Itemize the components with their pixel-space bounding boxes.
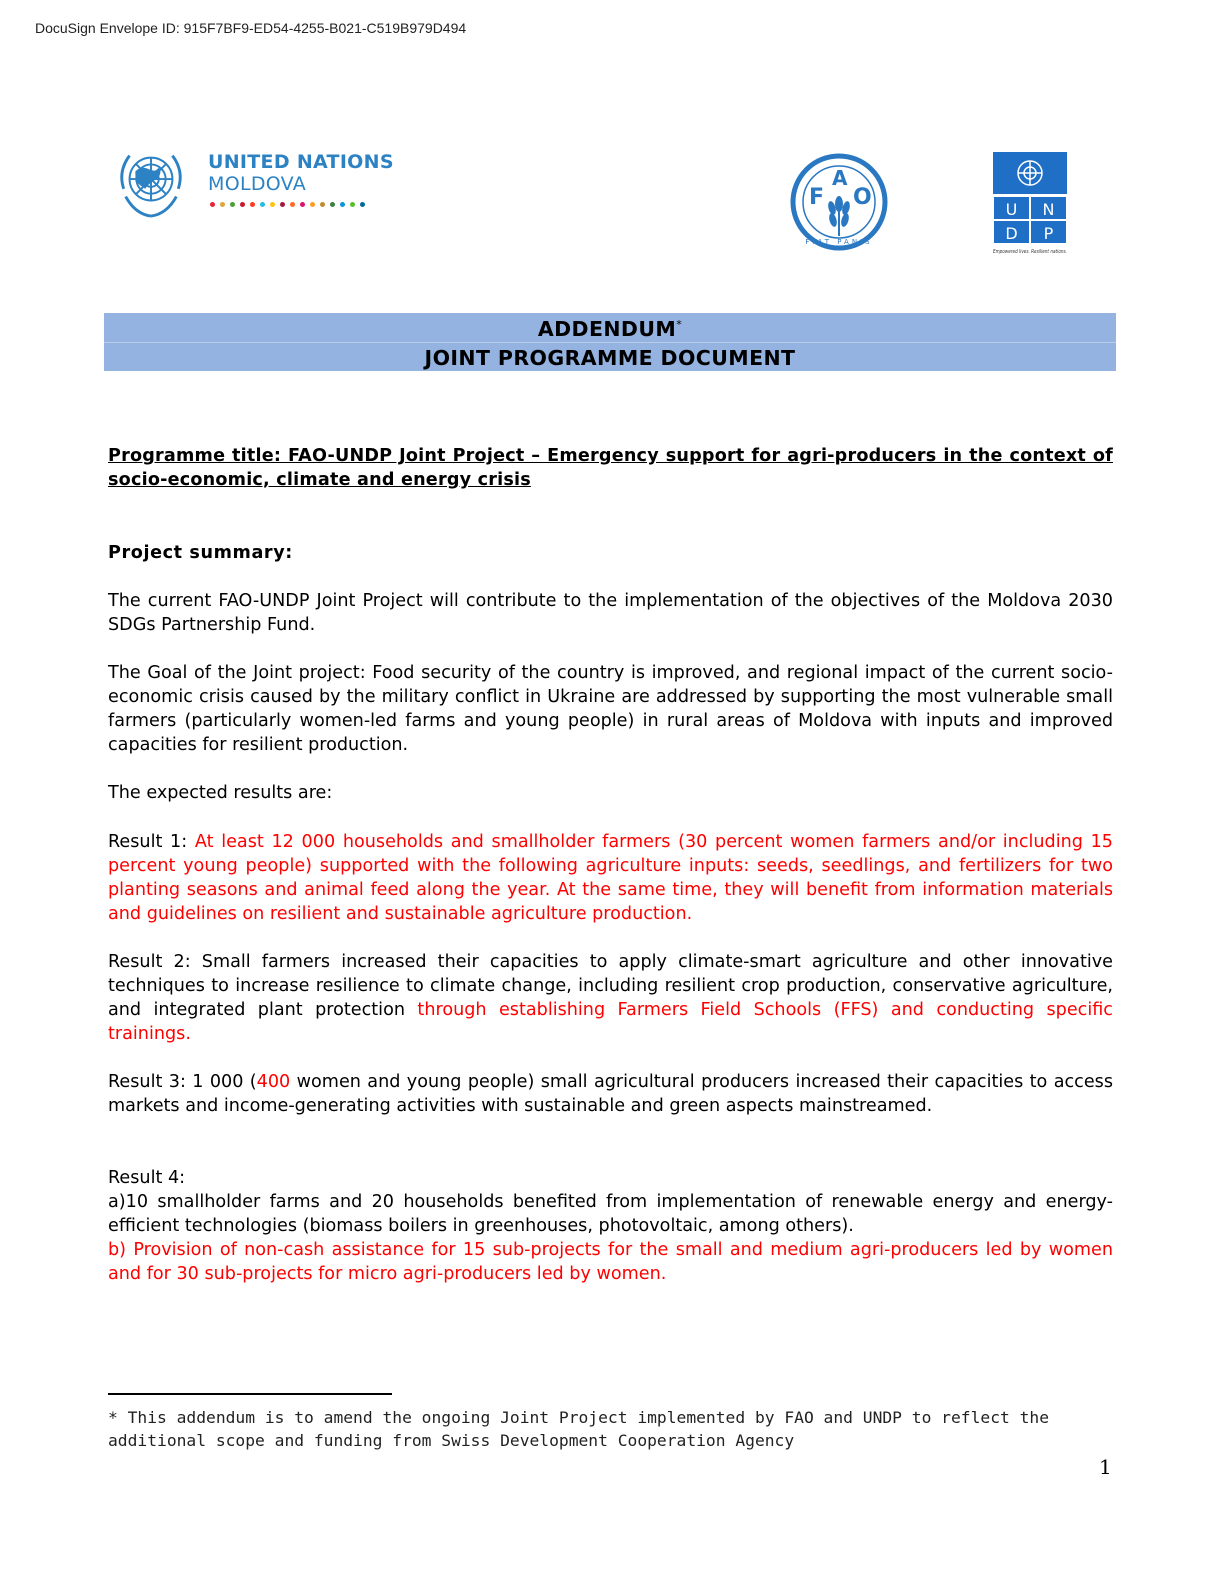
title-banner — [104, 313, 1116, 371]
undp-letter-u: U — [1005, 200, 1018, 219]
result-1-text: At least 12 000 households and smallholder farmers (30 percent women farmers and/or including 15 percent young people) supported with the following agriculture inputs: seeds, seedlings, and fertilizers for two planting seasons and animal feed along the year. At the same time, they will benefit from information materials and guidelines on resilient and sustainable agriculture production. — [108, 832, 1113, 924]
addendum-footnote-mark: * — [676, 318, 683, 332]
un-logo-title: UNITED NATIONS — [208, 151, 394, 173]
un-emblem-icon — [112, 142, 190, 220]
document-title: JOINT PROGRAMME DOCUMENT — [424, 346, 796, 370]
banner-divider — [104, 342, 1116, 343]
result-3 — [108, 1070, 1113, 1118]
fao-motto: FIAT PANIS — [805, 238, 873, 246]
result-3-highlight: 400 — [256, 1072, 291, 1092]
sdg-dot — [260, 202, 265, 207]
sdg-dot — [270, 202, 275, 207]
summary-paragraph-1: The current FAO-UNDP Joint Project will contribute to the implementation of the objectives of the Moldova 2030 SDGs Partnership Fund. — [108, 591, 1113, 635]
sdg-dot — [300, 202, 305, 207]
sdg-dot — [250, 202, 255, 207]
undp-letter-n: N — [1042, 200, 1055, 219]
fao-letter-o: O — [853, 185, 872, 210]
sdg-color-dots — [210, 202, 365, 207]
result-3-post: women and young people) small agricultural producers increased their capacities to access markets and income-generating activities with sustainable and green aspects mainstreamed. — [108, 1072, 1113, 1116]
sdg-dot — [330, 202, 335, 207]
expected-results-intro: The expected results are: — [108, 783, 333, 803]
fao-logo — [787, 152, 891, 252]
docusign-envelope-id: DocuSign Envelope ID: 915F7BF9-ED54-4255-B021-C519B979D494 — [35, 20, 467, 36]
sdg-dot — [320, 202, 325, 207]
goal-paragraph: The Goal of the Joint project: Food security of the country is improved, and regional impact of the current socio-economic crisis caused by the military conflict in Ukraine are addressed by supporting the most vulnerable small farmers (particularly women-led farms and young people) in rural areas of Moldova with inputs and improved capacities for resilient production. — [108, 663, 1113, 755]
sdg-dot — [340, 202, 345, 207]
addendum-title — [104, 317, 1116, 341]
footnote-separator — [108, 1393, 392, 1395]
project-summary-heading: Project summary: — [108, 543, 293, 563]
sdg-dot — [310, 202, 315, 207]
un-logo-subtitle: MOLDOVA — [208, 173, 307, 195]
sdg-dot — [210, 202, 215, 207]
result-2-text: Result 2: Small farmers increased their capacities to apply climate-smart agriculture and other innovative techniques to increase resilience to climate change, including resilient crop production, conservative agriculture, and integrated plant protection — [108, 952, 1113, 1020]
un-moldova-logo — [112, 142, 392, 222]
sdg-dot — [280, 202, 285, 207]
page-number: 1 — [1099, 1455, 1112, 1479]
sdg-dot — [240, 202, 245, 207]
footnote: * This addendum is to amend the ongoing Joint Project implemented by FAO and UNDP to reflect the additional scope and funding from Swiss Development Cooperation Agency — [108, 1408, 1050, 1450]
addendum-title-text: ADDENDUM — [537, 317, 677, 341]
result-4-b: b) Provision of non-cash assistance for 15 sub-projects for the small and medium agri-producers led by women and for 30 sub-projects for micro agri-producers led by women. — [108, 1240, 1113, 1284]
result-1-label: Result 1: — [108, 832, 195, 852]
result-2 — [108, 950, 1113, 1046]
sdg-dot — [360, 202, 365, 207]
result-4 — [108, 1166, 1113, 1286]
result-4-a: a)10 smallholder farms and 20 households benefited from implementation of renewable energy and energy-efficient technologies (biomass boilers in greenhouses, photovoltaic, among others). — [108, 1192, 1113, 1236]
sdg-dot — [220, 202, 225, 207]
undp-logo — [993, 152, 1067, 264]
sdg-dot — [290, 202, 295, 207]
undp-tagline: Empowered lives. Resilient nations. — [993, 249, 1067, 255]
fao-letter-a: A — [832, 166, 848, 190]
undp-letter-p: P — [1043, 224, 1054, 243]
result-3-pre: Result 3: 1 000 ( — [108, 1072, 257, 1092]
sdg-dot — [350, 202, 355, 207]
programme-title: Programme title: FAO-UNDP Joint Project – Emergency support for agri-producers in the context of socio-economic, climate and energy crisis — [108, 446, 1113, 490]
result-2-highlight: through establishing Farmers Field Schools (FFS) and conducting specific trainings. — [108, 1000, 1113, 1044]
fao-letter-f: F — [809, 185, 825, 210]
undp-letter-d: D — [1005, 224, 1018, 243]
result-1 — [108, 830, 1113, 926]
sdg-dot — [230, 202, 235, 207]
result-4-label: Result 4: — [108, 1168, 186, 1188]
